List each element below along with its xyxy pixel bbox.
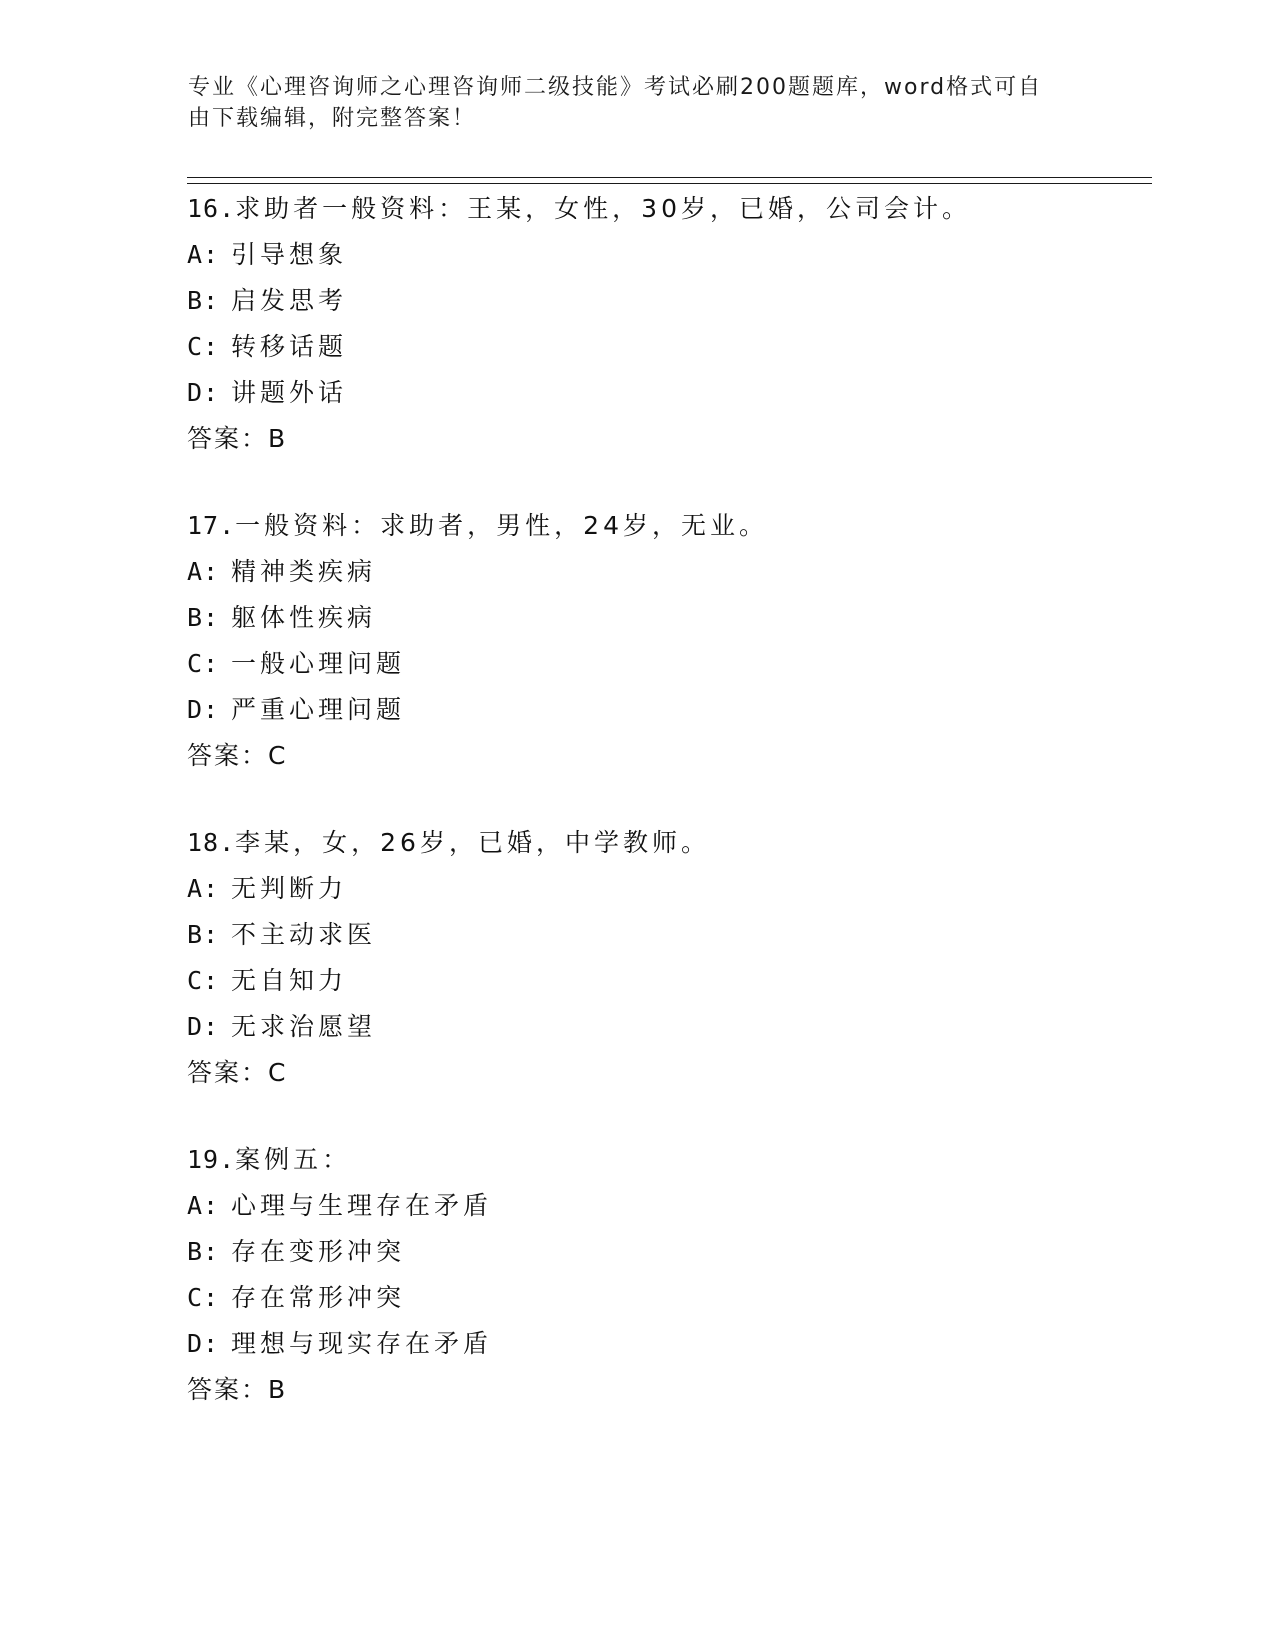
- option-key: C:: [187, 1283, 220, 1312]
- header-divider-bottom: [187, 183, 1152, 184]
- question-block: [187, 186, 1147, 462]
- option-c: [187, 958, 1147, 1004]
- option-text: 存在变形冲突: [231, 1237, 406, 1266]
- option-text: 一般心理问题: [231, 649, 406, 678]
- option-key: C:: [187, 332, 220, 361]
- question-block: [187, 1137, 1147, 1413]
- question-stem: [187, 820, 1147, 866]
- option-key: B:: [187, 920, 220, 949]
- question-number: 18.: [187, 828, 236, 857]
- option-text: 无自知力: [231, 966, 348, 995]
- question-text: 求助者一般资料：王某，女性，30岁，已婚，公司会计。: [235, 194, 971, 223]
- question-stem: [187, 503, 1147, 549]
- option-key: B:: [187, 286, 220, 315]
- question-stem: [187, 1137, 1147, 1183]
- document-header: [188, 72, 1068, 134]
- option-text: 讲题外话: [231, 378, 348, 407]
- question-text: 案例五：: [235, 1145, 352, 1174]
- question-number: 17.: [187, 511, 236, 540]
- option-b: [187, 912, 1147, 958]
- option-text: 理想与现实存在矛盾: [231, 1329, 493, 1358]
- option-text: 心理与生理存在矛盾: [231, 1191, 493, 1220]
- option-a: [187, 1183, 1147, 1229]
- option-d: [187, 1004, 1147, 1050]
- option-b: [187, 1229, 1147, 1275]
- question-block: [187, 503, 1147, 779]
- option-key: B:: [187, 1237, 220, 1266]
- option-key: A:: [187, 874, 220, 903]
- answer-line: 答案：B: [187, 424, 288, 453]
- question-text: 李某，女，26岁，已婚，中学教师。: [235, 828, 710, 857]
- option-a: [187, 866, 1147, 912]
- option-a: [187, 549, 1147, 595]
- option-text: 启发思考: [231, 286, 348, 315]
- option-text: 无求治愿望: [231, 1012, 377, 1041]
- option-text: 严重心理问题: [231, 695, 406, 724]
- option-text: 引导想象: [231, 240, 348, 269]
- question-block: [187, 820, 1147, 1096]
- option-c: [187, 1275, 1147, 1321]
- option-text: 无判断力: [231, 874, 348, 903]
- question-stem: [187, 186, 1147, 232]
- option-key: D:: [187, 1012, 220, 1041]
- option-key: A:: [187, 1191, 220, 1220]
- answer-line: 答案：C: [187, 1058, 288, 1087]
- option-key: B:: [187, 603, 220, 632]
- question-number: 16.: [187, 194, 236, 223]
- option-key: C:: [187, 966, 220, 995]
- option-key: A:: [187, 240, 220, 269]
- header-line-1: 专业《心理咨询师之心理咨询师二级技能》考试必刷200题题库，word格式可自: [188, 75, 1043, 100]
- header-divider-top: [187, 177, 1152, 178]
- option-text: 精神类疾病: [231, 557, 377, 586]
- option-d: [187, 370, 1147, 416]
- option-c: [187, 641, 1147, 687]
- answer-line: 答案：B: [187, 1375, 288, 1404]
- answer-line: 答案：C: [187, 741, 288, 770]
- header-line-2: 由下载编辑，附完整答案！: [188, 106, 477, 131]
- option-a: [187, 232, 1147, 278]
- question-text: 一般资料：求助者，男性，24岁，无业。: [235, 511, 768, 540]
- option-key: D:: [187, 1329, 220, 1358]
- option-key: D:: [187, 695, 220, 724]
- option-text: 存在常形冲突: [231, 1283, 406, 1312]
- question-number: 19.: [187, 1145, 236, 1174]
- option-b: [187, 278, 1147, 324]
- option-text: 不主动求医: [231, 920, 377, 949]
- option-d: [187, 687, 1147, 733]
- option-key: D:: [187, 378, 220, 407]
- option-d: [187, 1321, 1147, 1367]
- option-text: 躯体性疾病: [231, 603, 377, 632]
- option-b: [187, 595, 1147, 641]
- option-key: C:: [187, 649, 220, 678]
- option-text: 转移话题: [231, 332, 348, 361]
- option-c: [187, 324, 1147, 370]
- option-key: A:: [187, 557, 220, 586]
